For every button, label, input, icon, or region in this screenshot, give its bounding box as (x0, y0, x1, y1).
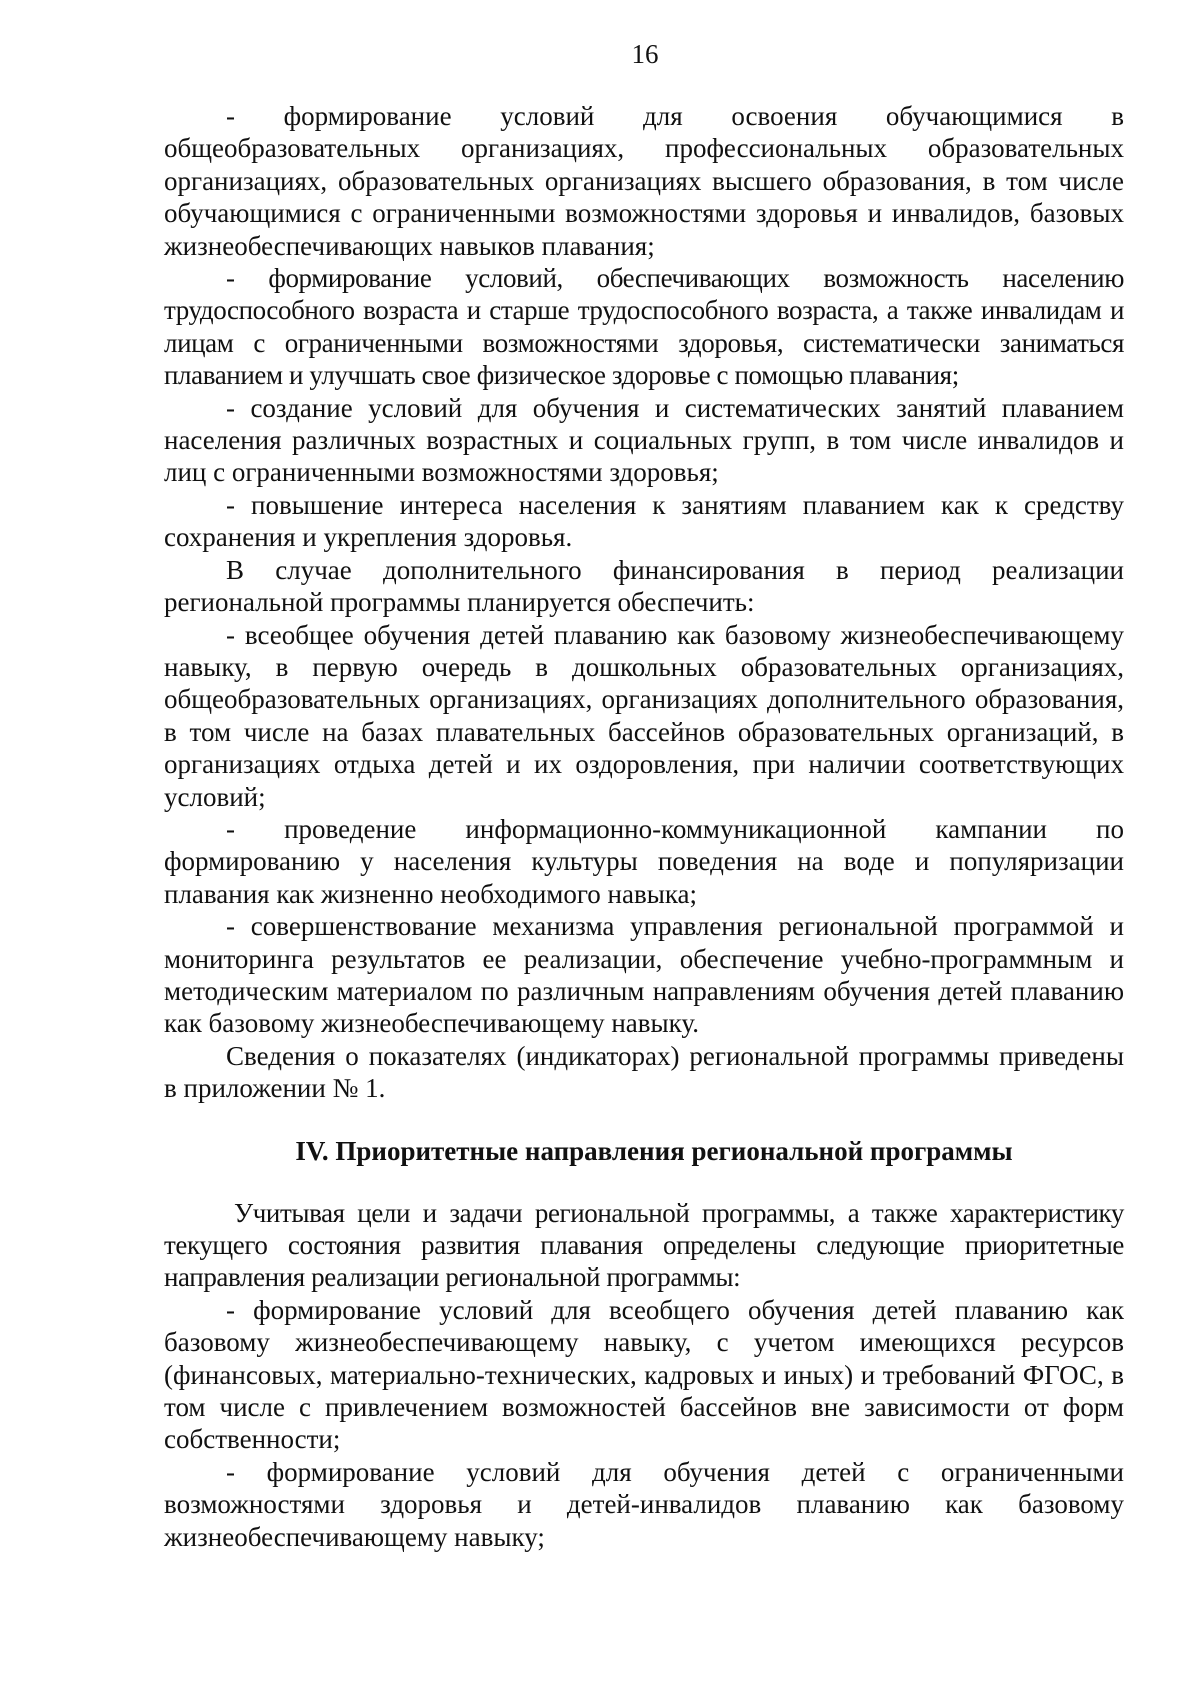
paragraph-management-improvement: - совершенствование механизма управления региональной программой и мониторинга результатов ее реализации, обеспечение учебно-программным и методическим материалом по различным направлениям обучения детей плаванию как базовому жизнеобеспечивающему навыку. (164, 911, 1124, 1039)
paragraph-indicators-reference: Сведения о показателях (индикаторах) региональной программы приведены в приложении № 1. (164, 1040, 1124, 1104)
paragraph-information-campaign: - проведение информационно-коммуникационной кампании по формированию у населения культуры поведения на воде и популяризации плавания как жизненно необходимого навыка; (164, 813, 1124, 909)
paragraph-swim-skills-students: - формирование условий для освоения обучающимися в общеобразовательных организациях, профессиональных образовательных организациях, образовательных организациях высшего образования, в том числе обучающимися с ограниченными возможностями здоровья и инвалидов, базовых жизнеобеспечивающих навыков плавания; (164, 101, 1124, 261)
document-body (164, 100, 1124, 1553)
paragraph-training-conditions: - создание условий для обучения и систематических занятий плаванием населения различных возрастных и социальных групп, в том числе инвалидов и лиц с ограниченными возможностями здоровья; (164, 392, 1124, 488)
paragraph-priority-universal: - формирование условий для всеобщего обучения детей плаванию как базовому жизнеобеспечивающему навыку, с учетом имеющихся ресурсов (финансовых, материально-технических, кадровых и иных) и требований ФГОС, в том числе с привлечением возможностей бассейнов вне зависимости от форм собственности; (164, 1294, 1124, 1455)
paragraph-working-age-population: - формирование условий, обеспечивающих возможность населению трудоспособного возраста и старше трудоспособного возраста, а также инвалидам и лицам с ограниченными возможностями здоровья, систематически заниматься плаванием и улучшать свое физическое здоровье с помощью плавания; (164, 263, 1124, 391)
paragraph-priorities-intro: Учитывая цели и задачи региональной программы, а также характеристику текущего состояния развития плавания определены следующие приоритетные направления реализации региональной программы: (164, 1197, 1124, 1293)
paragraph-additional-funding: В случае дополнительного финансирования в период реализации региональной программы планируется обеспечить: (164, 554, 1124, 618)
page-number: 16 (631, 39, 659, 69)
section-heading: IV. Приоритетные направления региональной программы (295, 1135, 1013, 1166)
paragraph-priority-disabled-children: - формирование условий для обучения детей с ограниченными возможностями здоровья и детей-инвалидов плаванию как базовому жизнеобеспечивающему навыку; (164, 1456, 1124, 1552)
paragraph-interest-increase: - повышение интереса населения к занятиям плаванием как к средству сохранения и укрепления здоровья. (164, 489, 1124, 553)
paragraph-universal-training: - всеобщее обучения детей плаванию как базовому жизнеобеспечивающему навыку, в первую очередь в дошкольных образовательных организациях, общеобразовательных организациях, организациях дополнительного образования, в том числе на базах плавательных бассейнов образовательных организаций, в организациях отдыха детей и их оздоровления, при наличии соответствующих условий; (164, 619, 1124, 812)
